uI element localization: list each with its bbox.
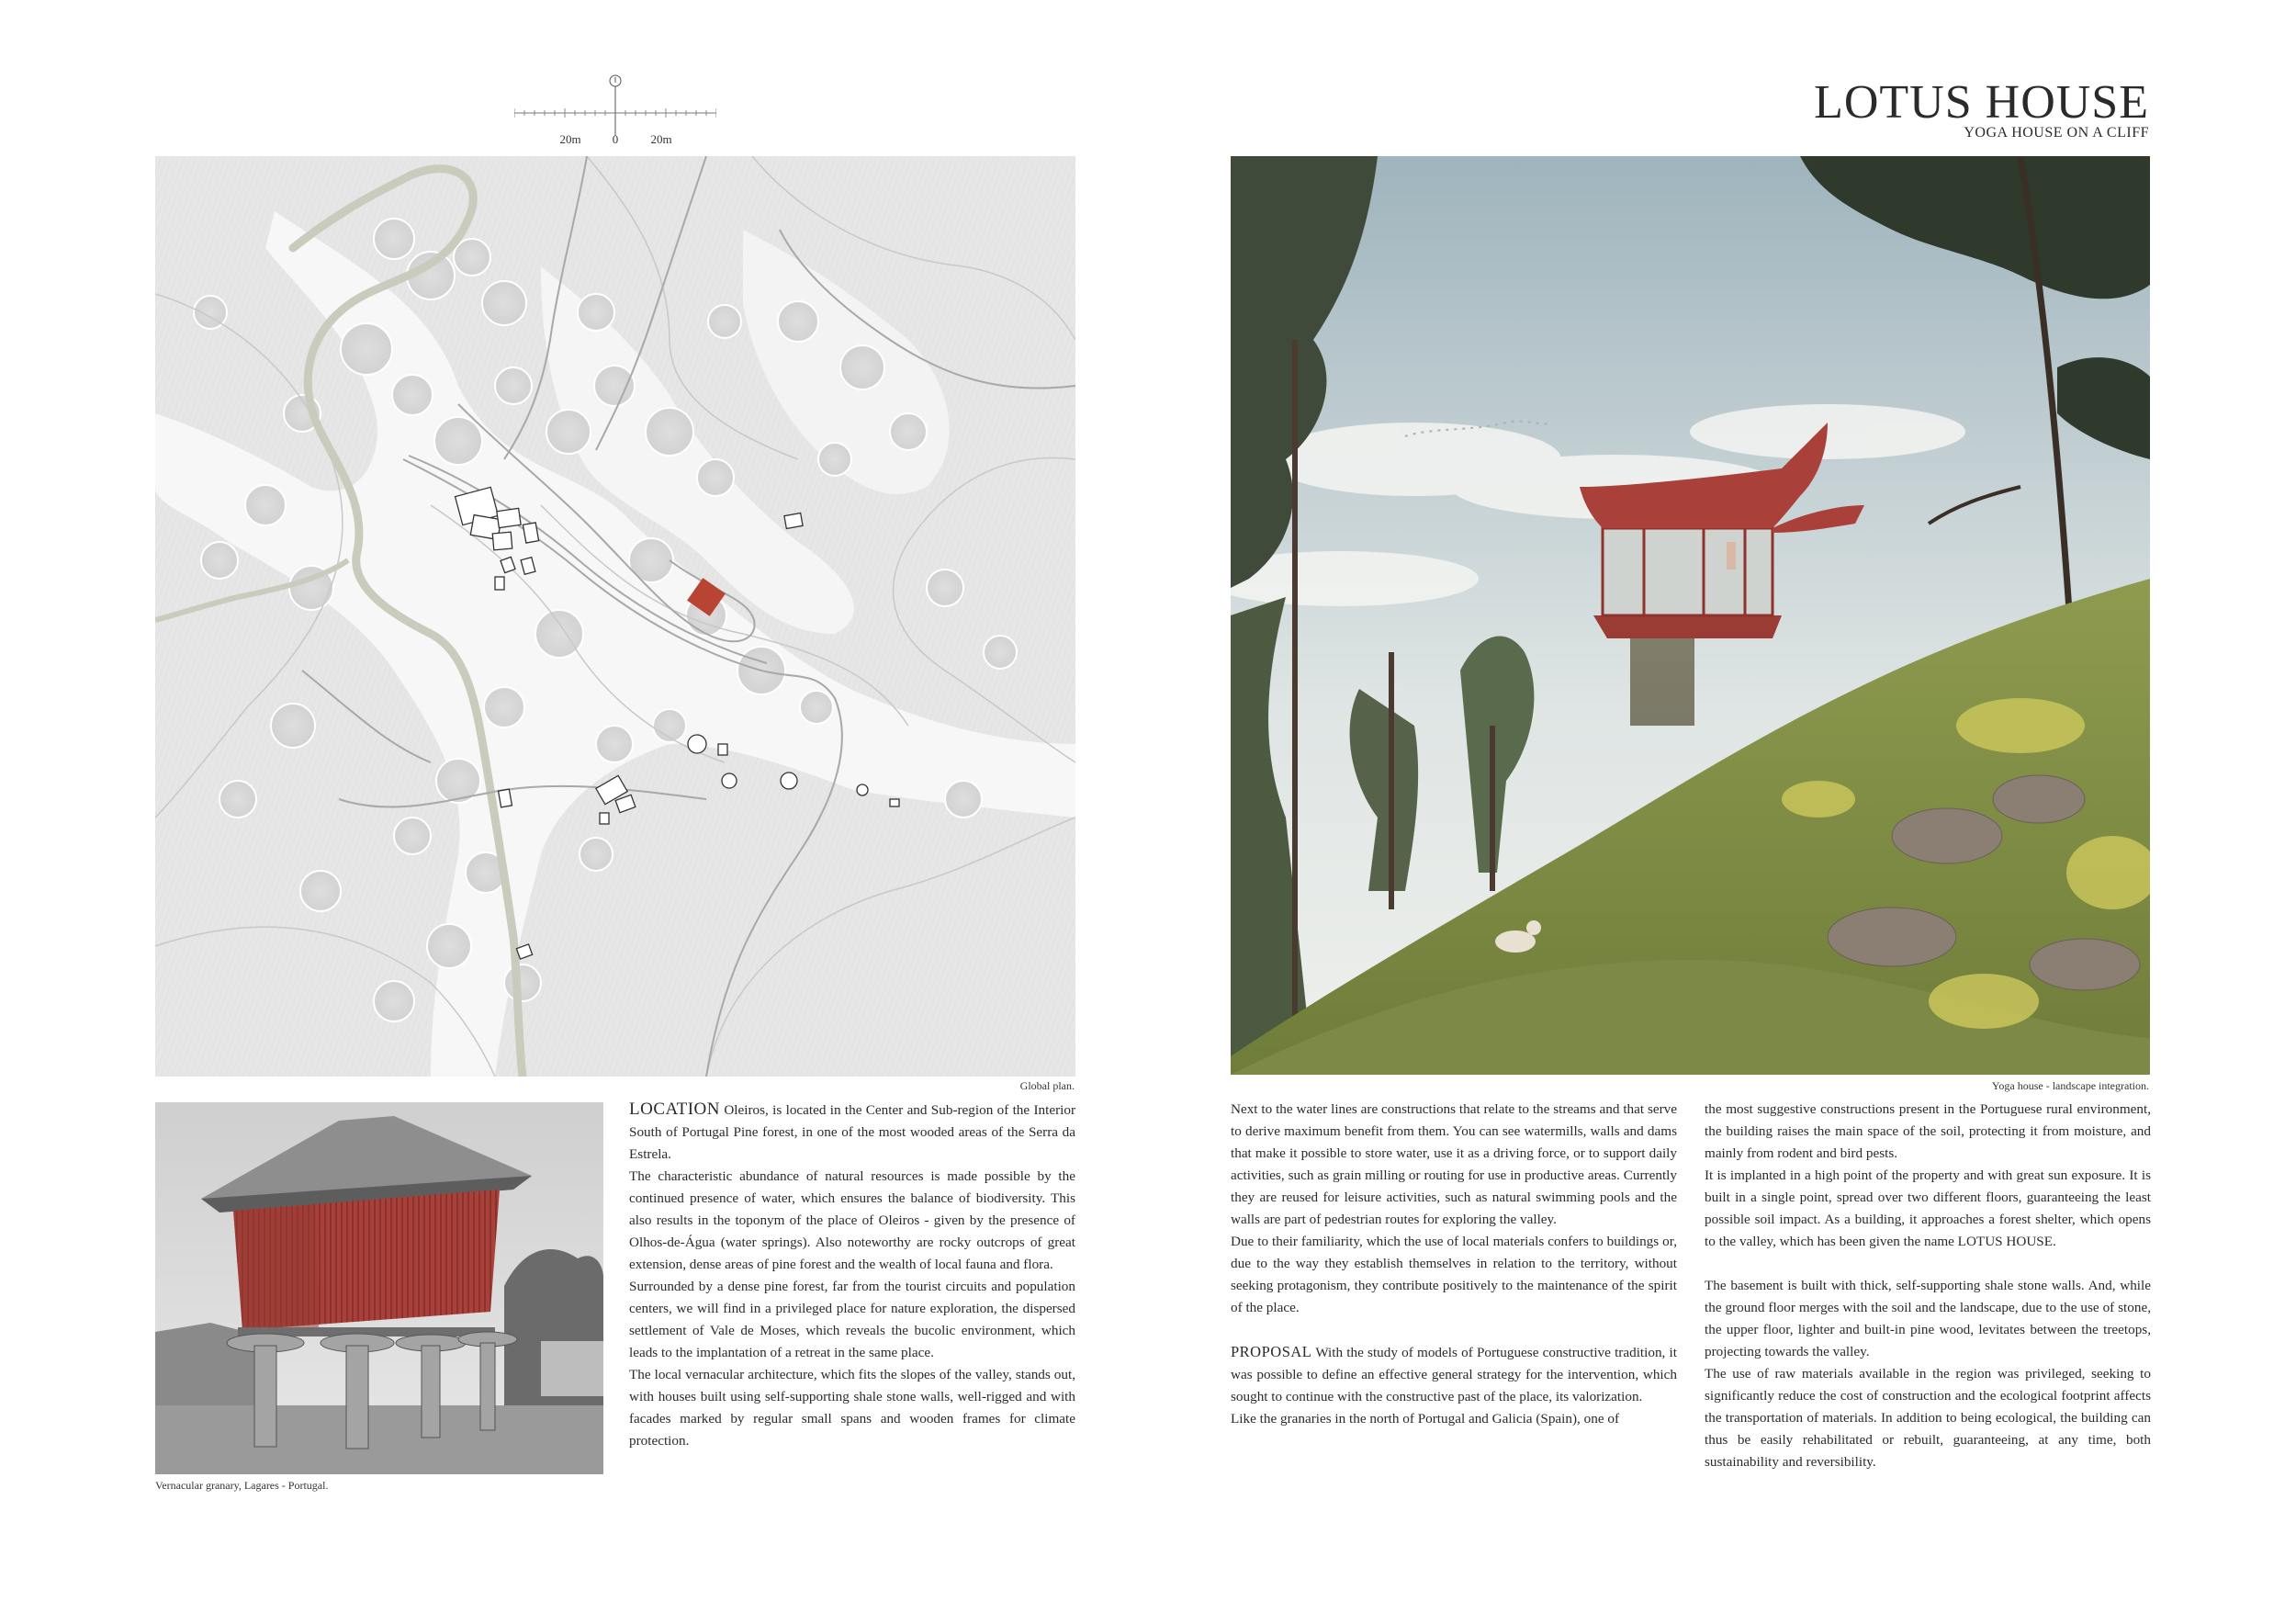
scale-left-label: 20m bbox=[559, 132, 581, 146]
column-2-paragraph-1: the most suggestive constructions present in the Portuguese rural environment, the building raises the main space of the soil, protecting it from moisture, and mainly from rodent and bird pests. bbox=[1705, 1101, 2151, 1161]
column-1-paragraph-4: Like the granaries in the north of Portugal and Galicia (Spain), one of bbox=[1231, 1411, 1620, 1427]
location-heading: LOCATION bbox=[629, 1100, 720, 1119]
location-paragraph-4: The local vernacular architecture, which fits the slopes of the valley, stands out, with houses built using self-supporting shale stone walls, well-rigged and with facades marked by regular small spans and wooden frames for climate protection. bbox=[629, 1367, 1075, 1449]
north-arrow-icon bbox=[514, 72, 716, 136]
scale-center-label: 0 bbox=[612, 132, 619, 146]
proposal-heading: PROPOSAL bbox=[1231, 1343, 1312, 1360]
map-caption: Global plan. bbox=[1019, 1079, 1075, 1092]
location-text bbox=[629, 1099, 1075, 1452]
column-2-paragraph-2: It is implanted in a high point of the property and with great sun exposure. It is built in a single point, spread over two different floors, guaranteeing the least possible soil impact. As a building, it approaches a forest shelter, which opens to the valley, which has been given the name LOTUS HOUSE. bbox=[1705, 1167, 2151, 1249]
column-1-paragraph-2: Due to their familiarity, which the use of local materials confers to buildings or, due to the way they establish themselves in relation to the territory, without seeking protagonism, they contribute positively to the maintenance of the spirit of the place. bbox=[1231, 1234, 1677, 1315]
granary-caption: Vernacular granary, Lagares - Portugal. bbox=[155, 1479, 329, 1492]
text-column-2 bbox=[1705, 1099, 2151, 1473]
page-title: LOTUS HOUSE bbox=[1814, 76, 2149, 129]
granary-photo bbox=[155, 1102, 603, 1474]
column-1-paragraph-3: With the study of models of Portuguese constructive tradition, it was possible to define an effective general strategy for the intervention, which sought to continue with the constructive past of the place, its valorization. bbox=[1231, 1345, 1677, 1404]
landscape-render bbox=[1231, 156, 2150, 1075]
page-title-block bbox=[1814, 77, 2149, 141]
location-paragraph-3: Surrounded by a dense pine forest, far from the tourist circuits and population centers, we will find in a privileged place for nature exploration, the dispersed settlement of Vale de Moses, which reveals the bucolic environment, which leads to the implantation of a retreat in the same place. bbox=[629, 1279, 1075, 1360]
site-plan-map bbox=[155, 156, 1075, 1077]
scale-bar bbox=[514, 72, 716, 154]
column-2-paragraph-3: The basement is built with thick, self-supporting shale stone walls. And, while the ground floor merges with the soil and the landscape, due to the use of stone, the upper floor, lighter and built-in pine wood, levitates between the treetops, projecting towards the valley. bbox=[1705, 1278, 2151, 1359]
scale-right-label: 20m bbox=[650, 132, 672, 146]
column-2-paragraph-4: The use of raw materials available in the region was privileged, seeking to significantly reduce the cost of construction and the ecological footprint affects the transportation of materials. In addition to being ecological, the building can thus be easily rehabilitated or rebuilt, guaranteeing, at any time, both sustainability and reversibility. bbox=[1705, 1366, 2151, 1470]
text-column-1 bbox=[1231, 1099, 1677, 1430]
page-subtitle: YOGA HOUSE ON A CLIFF bbox=[1964, 125, 2149, 141]
location-paragraph-2: The characteristic abundance of natural resources is made possible by the continued presence of water, which ensures the balance of biodiversity. This also results in the toponym of the place of Oleiros - given by the presence of Olhos-de-Água (water springs). Also noteworthy are rocky outcrops of great extension, dense areas of pine forest and the wealth of local fauna and flora. bbox=[629, 1168, 1075, 1272]
column-1-paragraph-1: Next to the water lines are constructions that relate to the streams and that serve to derive maximum benefit from them. You can see watermills, walls and dams that make it possible to store water, use it as a driving force, or to support daily activities, such as grain milling or routing for use in productive areas. Currently they are reused for leisure activities, such as natural swimming pools and the walls are part of pedestrian routes for exploring the valley. bbox=[1231, 1101, 1677, 1227]
render-caption: Yoga house - landscape integration. bbox=[1991, 1079, 2149, 1092]
location-paragraph-1: Oleiros, is located in the Center and Sub-region of the Interior South of Portugal Pine forest, in one of the most wooded areas of the Serra da Estrela. bbox=[629, 1102, 1075, 1162]
